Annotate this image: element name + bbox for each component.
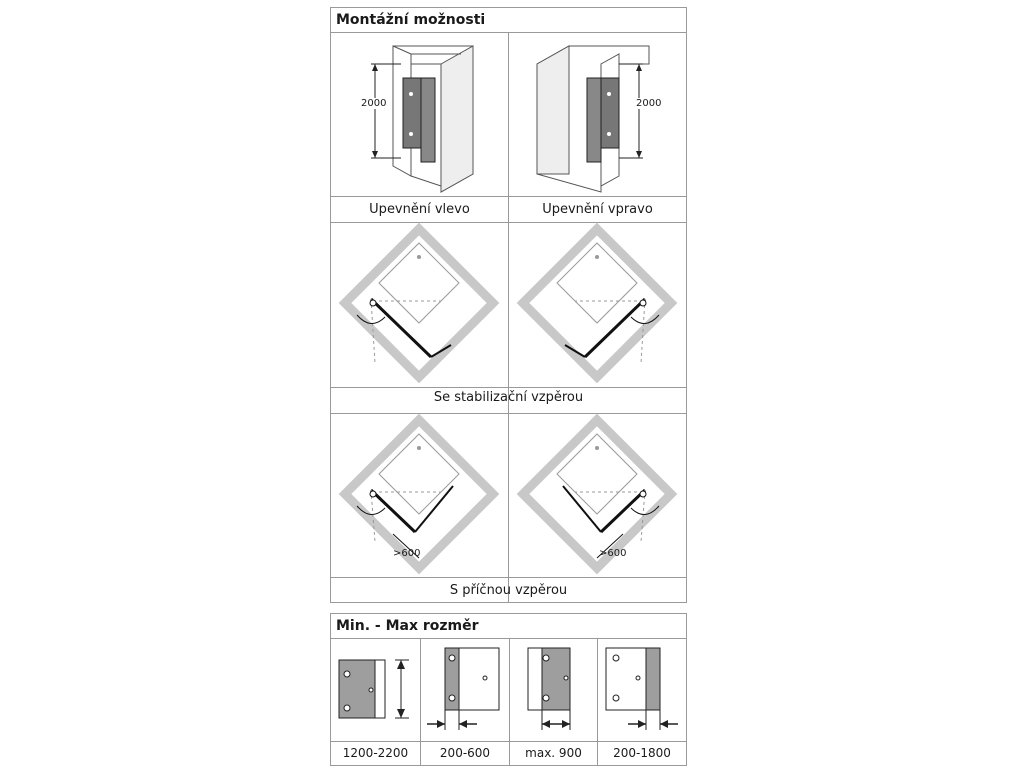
max-door-svg <box>510 640 597 741</box>
niche-left-svg <box>331 34 508 196</box>
mounting-options-panel <box>330 7 687 603</box>
plan-stabilizer-right-svg <box>509 223 686 387</box>
dimension-label: max. 900 <box>525 746 582 760</box>
stabilizer-right-drawing <box>509 223 686 387</box>
grid-divider <box>331 387 686 388</box>
side-width-svg <box>598 640 686 741</box>
gap-dimension-label: >600 <box>393 548 421 559</box>
cross-brace-label: S příčnou vzpěrou <box>449 583 568 598</box>
grid-divider <box>331 577 686 578</box>
right-mount-label: Upevnění vpravo <box>542 202 653 217</box>
dimension-fixed-width-drawing <box>421 640 509 741</box>
fixed-width-svg <box>421 640 509 741</box>
cross-brace-left-drawing <box>331 414 508 577</box>
dimension-height-drawing <box>331 640 420 741</box>
dimension-label: 1200-2200 <box>342 746 409 760</box>
dimension-side-width-drawing <box>598 640 686 741</box>
gap-dimension-label: >600 <box>599 548 627 559</box>
left-mount-label: Upevnění vlevo <box>369 202 470 217</box>
stabilizer-label: Se stabilizační vzpěrou <box>433 390 584 405</box>
dimensions-title: Min. - Max rozměr <box>331 614 686 639</box>
mounting-options-title: Montážní možnosti <box>331 8 686 33</box>
height-dimension-label: 2000 <box>361 98 387 109</box>
dimension-max-door-drawing <box>510 640 597 741</box>
grid-divider <box>331 741 686 742</box>
dimension-label: 200-600 <box>439 746 491 760</box>
dimensions-panel <box>330 613 687 766</box>
cross-brace-right-drawing <box>509 414 686 577</box>
stabilizer-left-drawing <box>331 223 508 387</box>
plan-stabilizer-left-svg <box>331 223 508 387</box>
plan-cross-right-svg <box>509 414 686 577</box>
left-mount-drawing <box>331 34 508 196</box>
dimension-label: 200-1800 <box>613 746 671 760</box>
height-dimension-label: 2000 <box>636 98 662 109</box>
right-mount-drawing <box>509 34 686 196</box>
niche-right-svg <box>509 34 686 196</box>
grid-divider <box>331 196 686 197</box>
height-range-svg <box>331 640 420 741</box>
